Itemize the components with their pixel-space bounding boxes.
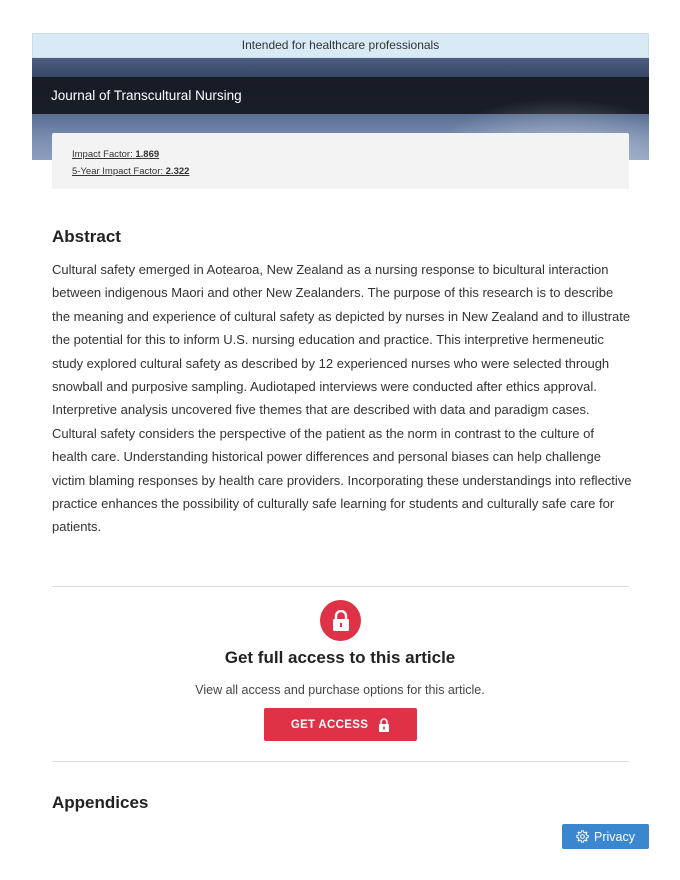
gear-icon — [576, 830, 589, 843]
lock-badge — [320, 600, 361, 641]
five-year-impact-factor[interactable]: 5-Year Impact Factor: 2.322 — [72, 166, 190, 177]
abstract-heading: Abstract — [52, 227, 121, 246]
access-title: Get full access to this article — [224, 648, 456, 667]
divider — [52, 586, 629, 587]
access-subtitle: View all access and purchase options for this article. — [195, 683, 485, 697]
get-access-label: GET ACCESS — [290, 718, 369, 731]
get-access-button[interactable] — [264, 708, 417, 741]
hcp-banner — [32, 33, 649, 58]
impact-factor[interactable]: Impact Factor: 1.869 — [72, 149, 160, 160]
five-year-impact-factor-value: 2.322 — [165, 166, 190, 177]
abstract-text: Cultural safety emerged in Aotearoa, New Zealand as a nursing response to bicultural interaction between indigenous Maori and other New Zealanders. The purpose of this research is to describe the meaning and experience of cultural safety as depicted by nurses in New Zealand and to illustrate the potential for this to inform U.S. nursing education and practice. This interpretive hermeneutic study explored cultural safety as described by 12 experienced nurses who were selected through snowball and purposive sampling. Audiotaped interviews were conducted after ethics approval. Interpretive analysis uncovered five themes that are described with data and paradigm cases. Cultural safety considers the perspective of the patient as the norm in contrast to the culture of health care. Understanding historical power differences and personal biases can help challenge victim blaming responses by health care providers. Incorporating these understandings into reflective practice enhances the possibility of culturally safe learning for students and culturally safe care for patients. — [52, 262, 632, 535]
lock-icon — [378, 718, 390, 732]
divider — [52, 761, 629, 762]
lock-icon — [332, 610, 350, 632]
privacy-button[interactable] — [562, 824, 649, 849]
appendices-heading[interactable]: Appendices — [52, 793, 149, 812]
journal-title-bar — [32, 77, 649, 114]
impact-factor-box — [52, 133, 629, 189]
journal-title[interactable]: Journal of Transcultural Nursing — [51, 88, 242, 103]
hcp-banner-text: Intended for healthcare professionals — [241, 38, 440, 52]
impact-factor-value: 1.869 — [135, 149, 160, 160]
privacy-label: Privacy — [594, 829, 635, 844]
